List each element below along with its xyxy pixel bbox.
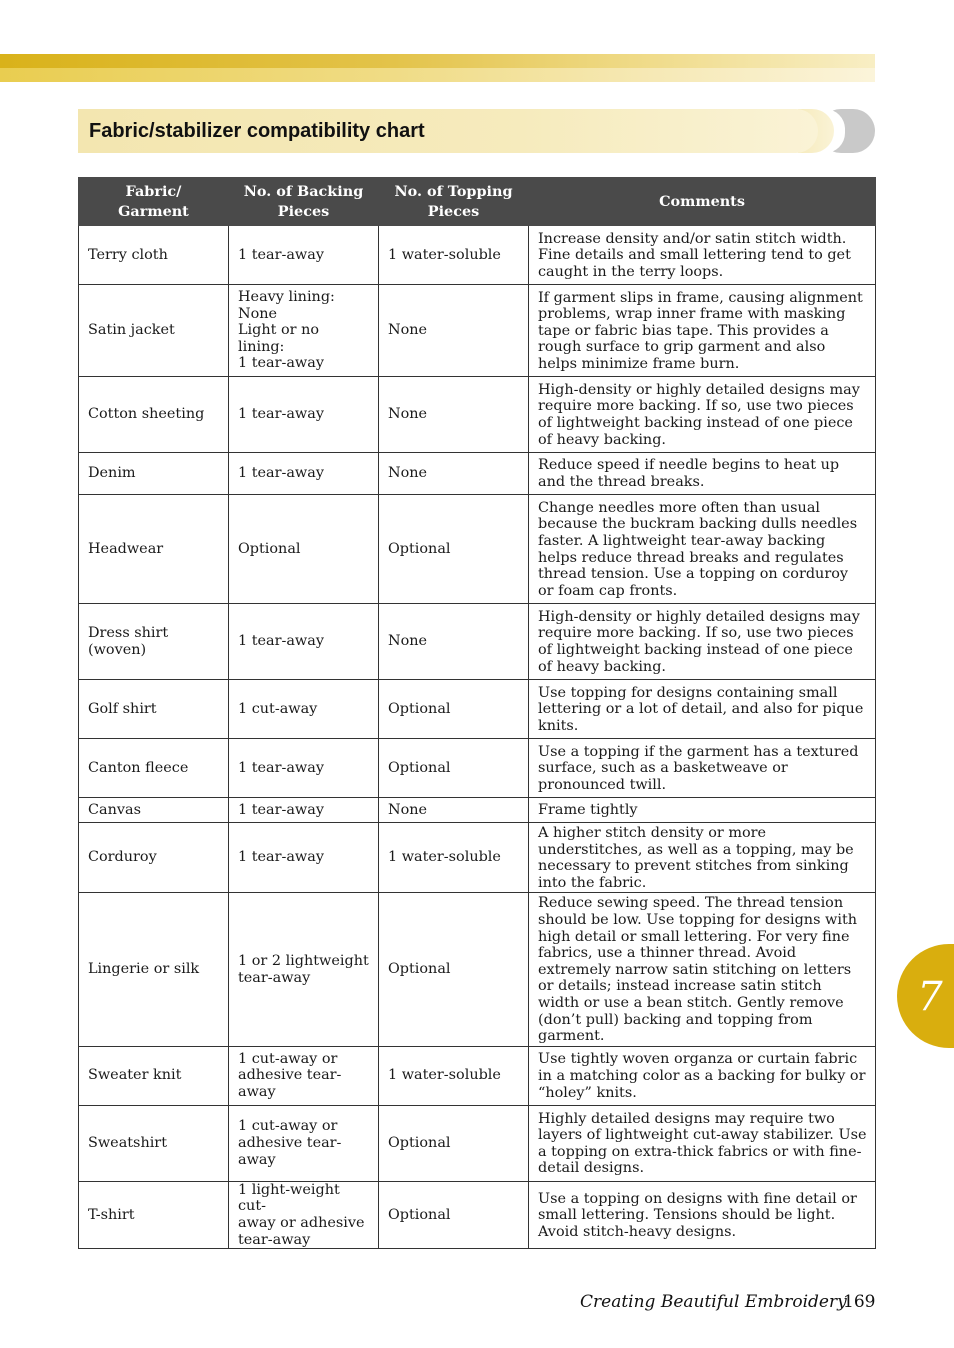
section-title: Fabric/stabilizer compatibility chart [89,120,425,142]
cell-backing: 1 light-weight cut- away or adhesive tear-away [229,1181,379,1248]
cell-topping: 1 water-soluble [379,823,529,893]
decorative-header-bands [0,54,875,82]
cell-backing: 1 tear-away [229,798,379,823]
table-row [79,1105,876,1181]
cell-fabric: Canton fleece [79,739,229,798]
cell-topping: Optional [379,680,529,739]
cell-backing: Heavy lining: None Light or no lining: 1 tear-away [229,285,379,377]
cell-fabric: Denim [79,453,229,495]
cell-comments: Change needles more often than usual because the buckram backing dulls needles faster. A lightweight tear-away backing helps reduce thread breaks and regulates thread tension. Use a topping on corduroy or foam cap fronts. [529,495,876,604]
cell-topping: None [379,377,529,453]
cell-fabric: Dress shirt (woven) [79,604,229,680]
cell-fabric: Satin jacket [79,285,229,377]
cell-comments: Use a topping on designs with fine detail or small lettering. Tensions should be light. Avoid stitch-heavy designs. [529,1181,876,1248]
cell-backing: 1 cut-away or adhesive tear- away [229,1105,379,1181]
cell-topping: Optional [379,893,529,1046]
table-row [79,680,876,739]
cell-fabric: Golf shirt [79,680,229,739]
cell-comments: Use a topping if the garment has a textured surface, such as a basketweave or pronounced twill. [529,739,876,798]
table-row [79,377,876,453]
cell-backing: Optional [229,495,379,604]
column-header-comments: Comments [529,178,876,226]
column-header-backing: No. of Backing Pieces [229,178,379,226]
cell-topping: Optional [379,1181,529,1248]
cell-backing: 1 tear-away [229,377,379,453]
cell-backing: 1 tear-away [229,739,379,798]
cell-fabric: Lingerie or silk [79,893,229,1046]
page-number: 169 [843,1292,876,1312]
cell-topping: 1 water-soluble [379,1046,529,1105]
cell-backing: 1 tear-away [229,823,379,893]
cell-fabric: Terry cloth [79,226,229,285]
table-row [79,453,876,495]
cell-comments: A higher stitch density or more understitches, as well as a topping, may be necessary to prevent stitches from sinking into the fabric. [529,823,876,893]
table-row [79,798,876,823]
header-band-bottom [0,68,875,82]
header-band-top [0,54,875,68]
cell-topping: 1 water-soluble [379,226,529,285]
cell-comments: Reduce speed if needle begins to heat up and the thread breaks. [529,453,876,495]
table-row [79,823,876,893]
cell-topping: Optional [379,495,529,604]
cell-backing: 1 tear-away [229,604,379,680]
cell-fabric: Cotton sheeting [79,377,229,453]
table-row [79,1181,876,1248]
cell-backing: 1 tear-away [229,453,379,495]
cell-fabric: Corduroy [79,823,229,893]
footer-title: Creating Beautiful Embroidery [580,1292,847,1312]
cell-comments: Reduce sewing speed. The thread tension should be low. Use topping for designs with high detail or small lettering. For very fine fabrics, use a thinner thread. Avoid extremely narrow satin stitching on letters or details; instead increase satin stitch width or use a bean stitch. Gently remove (don’t pull) backing and topping from garment. [529,893,876,1046]
cell-topping: None [379,604,529,680]
cell-fabric: Headwear [79,495,229,604]
table-row [79,226,876,285]
chapter-number: 7 [917,974,943,1020]
table-row [79,1046,876,1105]
cell-topping: None [379,285,529,377]
table-row [79,739,876,798]
cell-backing: 1 cut-away [229,680,379,739]
table-row [79,285,876,377]
cell-comments: If garment slips in frame, causing alignment problems, wrap inner frame with masking tape or fabric bias tape. This provides a rough surface to grip garment and also helps minimize frame burn. [529,285,876,377]
cell-topping: Optional [379,1105,529,1181]
column-header-fabric: Fabric/ Garment [79,178,229,226]
compatibility-chart [78,177,876,1249]
table-header-row [79,178,876,226]
table-row [79,495,876,604]
cell-topping: None [379,453,529,495]
table-row [79,604,876,680]
cell-comments: High-density or highly detailed designs may require more backing. If so, use two pieces of lightweight backing instead of one piece of heavy backing. [529,604,876,680]
cell-fabric: Sweatshirt [79,1105,229,1181]
cell-backing: 1 or 2 lightweight tear-away [229,893,379,1046]
cell-backing: 1 tear-away [229,226,379,285]
table-row [79,893,876,1046]
cell-comments: Use topping for designs containing small lettering or a lot of detail, and also for pique knits. [529,680,876,739]
cell-comments: High-density or highly detailed designs may require more backing. If so, use two pieces of lightweight backing instead of one piece of heavy backing. [529,377,876,453]
cell-comments: Use tightly woven organza or curtain fabric in a matching color as a backing for bulky or “holey” knits. [529,1046,876,1105]
cell-fabric: Sweater knit [79,1046,229,1105]
cell-fabric: T-shirt [79,1181,229,1248]
cell-topping: None [379,798,529,823]
cell-topping: Optional [379,739,529,798]
cell-backing: 1 cut-away or adhesive tear- away [229,1046,379,1105]
cell-comments: Frame tightly [529,798,876,823]
cell-fabric: Canvas [79,798,229,823]
section-header [78,109,818,153]
cell-comments: Highly detailed designs may require two layers of lightweight cut-away stabilizer. Use a topping on extra-thick fabrics or with fine-detail designs. [529,1105,876,1181]
column-header-topping: No. of Topping Pieces [379,178,529,226]
cell-comments: Increase density and/or satin stitch width. Fine details and small lettering tend to get caught in the terry loops. [529,226,876,285]
